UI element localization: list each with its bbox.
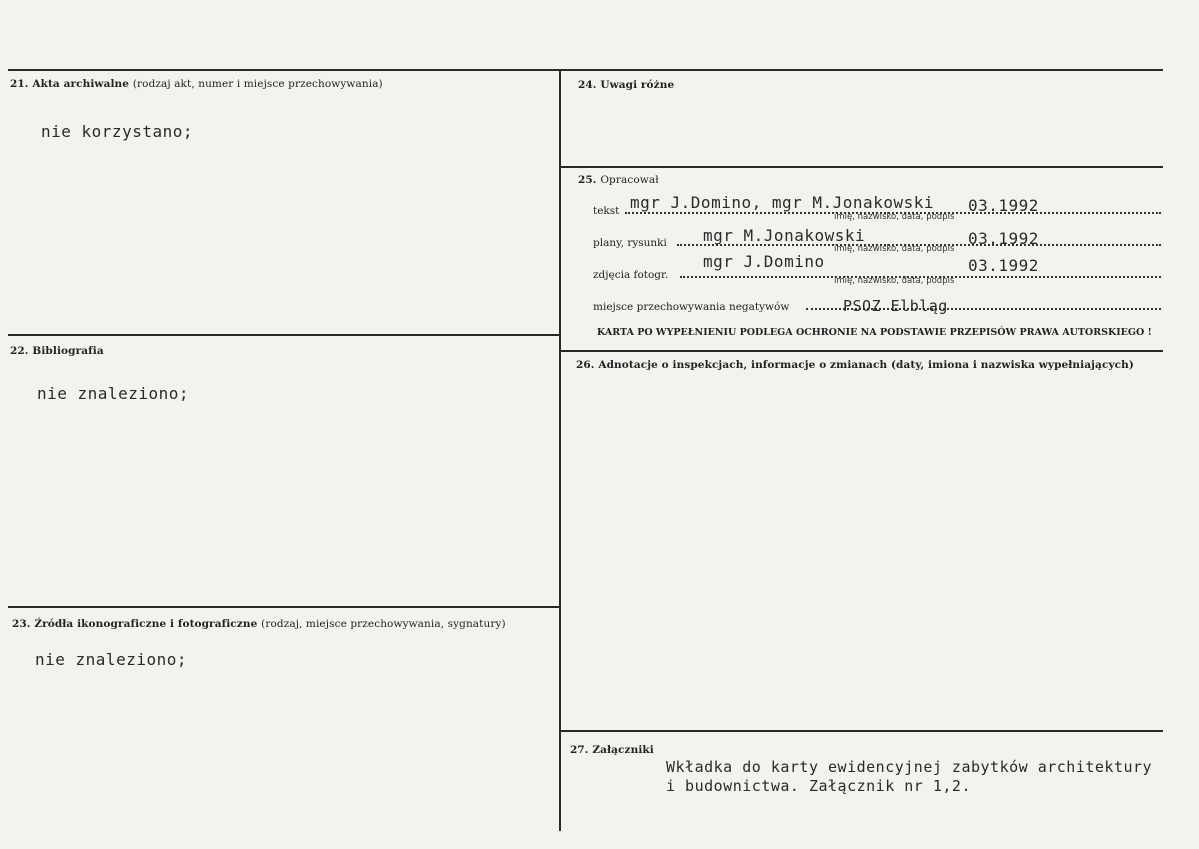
attachments-value-line2: i budownictwa. Załącznik nr 1,2. [666, 777, 971, 795]
drawings-value: mgr M.Jonakowski [703, 226, 866, 245]
drawings-date: 03.1992 [968, 229, 1039, 248]
drawings-label: plany, rysunki [593, 237, 667, 249]
negatives-label: miejsce przechowywania negatywów [593, 301, 790, 313]
section-22-label [10, 345, 104, 357]
section-26-number: 26. [576, 359, 595, 371]
right-divider-25-26 [561, 350, 1163, 352]
author-text-hint: imię, nazwisko, data, podpis [834, 212, 955, 222]
section-26-title: Adnotacje o inspekcjach, informacje o zmianach [598, 359, 888, 371]
center-divider-line [559, 69, 561, 831]
left-divider-22-23 [8, 606, 561, 608]
section-25-title: Opracował [600, 174, 659, 186]
drawings-hint: imię, nazwisko, data, podpis [834, 244, 955, 254]
section-21-note: (rodzaj akt, numer i miejsce przechowywania) [132, 78, 383, 90]
section-23-title: Źródła ikonograficzne i fotograficzne [34, 618, 258, 630]
section-21-value: nie korzystano; [41, 122, 193, 141]
right-divider-24-25 [561, 166, 1163, 168]
author-text-label: tekst [593, 205, 620, 217]
author-text-date: 03.1992 [968, 196, 1039, 215]
section-25-label [578, 174, 659, 186]
section-24-title: Uwagi różne [600, 79, 675, 91]
section-24-label [578, 79, 674, 91]
section-23-number: 23. [12, 618, 31, 630]
right-divider-26-27 [561, 730, 1163, 732]
section-21-label [10, 78, 383, 90]
section-23-note: (rodzaj, miejsce przechowywania, sygnatury) [261, 618, 506, 630]
copyright-notice: KARTA PO WYPEŁNIENIU PODLEGA OCHRONIE NA PODSTAWIE PRZEPISÓW PRAWA AUTORSKIEGO ! [597, 327, 1152, 338]
negatives-value: PSOZ Elbląg [843, 297, 948, 315]
section-23-value: nie znaleziono; [35, 650, 187, 669]
photos-value: mgr J.Domino [703, 252, 825, 271]
section-25-number: 25. [578, 174, 597, 186]
section-22-title: Bibliografia [32, 345, 104, 357]
photos-hint: imię, nazwisko, data, podpis [834, 276, 955, 286]
top-border-line [8, 69, 1163, 71]
photos-date: 03.1992 [968, 256, 1039, 275]
photos-label: zdjęcia fotogr. [593, 269, 669, 281]
section-21-title: Akta archiwalne [32, 78, 130, 90]
section-26-label [576, 359, 1134, 371]
section-24-number: 24. [578, 79, 597, 91]
left-divider-21-22 [8, 334, 561, 336]
section-27-title: Załączniki [592, 744, 654, 756]
section-26-note: (daty, imiona i nazwiska wypełniających) [890, 359, 1134, 371]
section-27-label [570, 744, 654, 756]
section-21-number: 21. [10, 78, 29, 90]
author-text-value: mgr J.Domino, mgr M.Jonakowski [630, 193, 934, 212]
section-22-value: nie znaleziono; [37, 384, 189, 403]
attachments-value-line1: Wkładka do karty ewidencyjnej zabytków architektury [666, 758, 1153, 776]
section-22-number: 22. [10, 345, 29, 357]
section-27-number: 27. [570, 744, 589, 756]
section-23-label [12, 618, 506, 630]
